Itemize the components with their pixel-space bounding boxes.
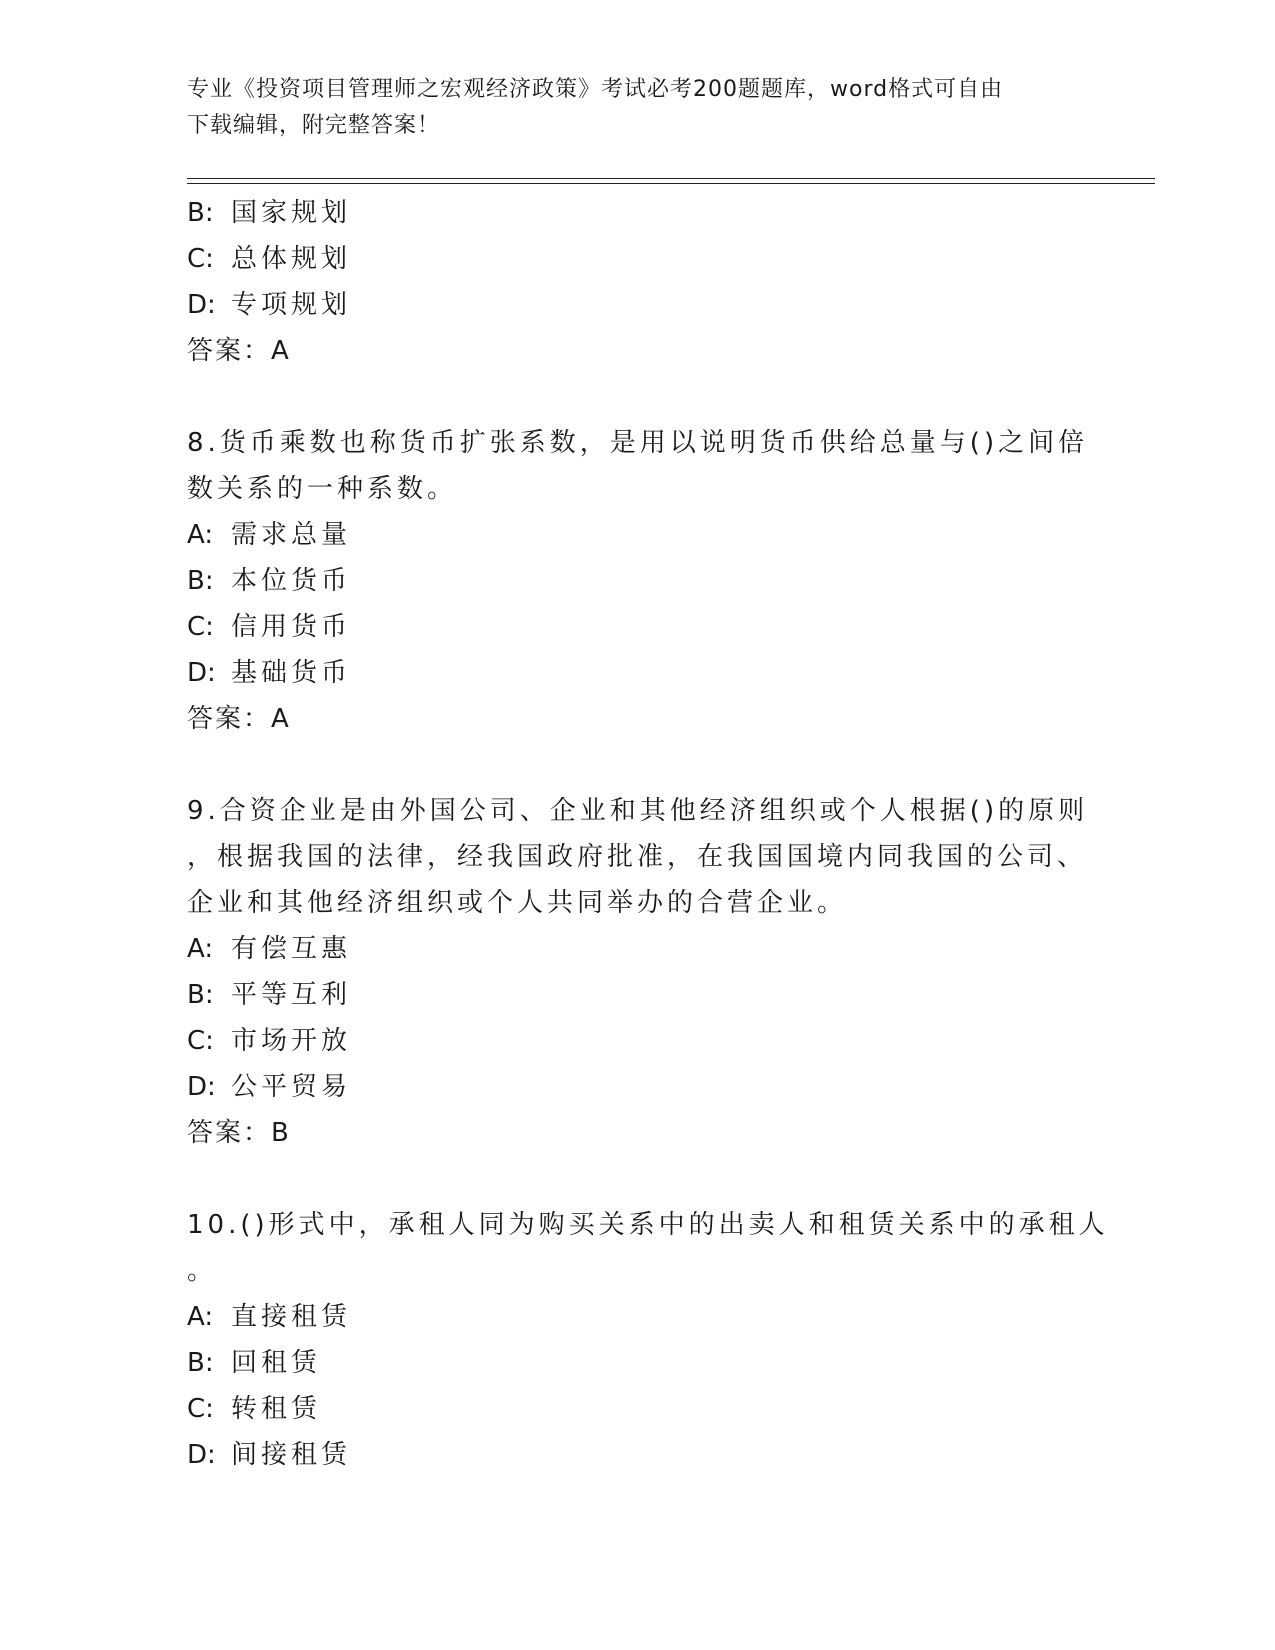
option-c <box>187 1018 1087 1064</box>
option-letter: D: <box>187 1072 216 1102</box>
option-d <box>187 1432 1087 1478</box>
option-letter: C: <box>187 1026 214 1056</box>
option-letter: D: <box>187 290 216 320</box>
question-text-line: 企业和其他经济组织或个人共同举办的合营企业。 <box>187 888 848 918</box>
option-d <box>187 650 1087 696</box>
option-a <box>187 1294 1087 1340</box>
answer-line: 答案：A <box>187 704 291 734</box>
header-line-1: 专业《投资项目管理师之宏观经济政策》考试必考200题题库，word格式可自由 <box>187 77 1004 102</box>
option-text: 公平贸易 <box>231 1072 352 1102</box>
option-text: 专项规划 <box>231 290 352 320</box>
option-a <box>187 926 1087 972</box>
option-letter: A: <box>187 934 214 964</box>
question-7-continued <box>187 190 1087 374</box>
spacer <box>187 374 1087 420</box>
option-letter: C: <box>187 244 214 274</box>
option-a <box>187 512 1087 558</box>
question-text-line: 10.()形式中，承租人同为购买关系中的出卖人和租赁关系中的承租人 <box>187 1210 1109 1240</box>
header-line-2: 下载编辑，附完整答案！ <box>187 113 441 138</box>
option-text: 间接租赁 <box>231 1440 352 1470</box>
option-letter: B: <box>187 980 214 1010</box>
option-c <box>187 604 1087 650</box>
option-letter: A: <box>187 520 214 550</box>
option-b <box>187 972 1087 1018</box>
option-letter: D: <box>187 1440 216 1470</box>
option-b <box>187 190 1087 236</box>
option-text: 需求总量 <box>231 520 352 550</box>
question-text-line: 8.货币乘数也称货币扩张系数，是用以说明货币供给总量与()之间倍 <box>187 428 1089 458</box>
option-text: 有偿互惠 <box>231 934 352 964</box>
option-text: 市场开放 <box>231 1026 352 1056</box>
header-divider-top <box>187 178 1155 179</box>
option-letter: C: <box>187 1394 214 1424</box>
option-text: 总体规划 <box>231 244 352 274</box>
option-d <box>187 1064 1087 1110</box>
option-text: 直接租赁 <box>231 1302 352 1332</box>
option-d <box>187 282 1087 328</box>
option-letter: C: <box>187 612 214 642</box>
option-text: 平等互利 <box>231 980 352 1010</box>
option-letter: B: <box>187 1348 214 1378</box>
option-text: 基础货币 <box>231 658 352 688</box>
option-text: 国家规划 <box>231 198 352 228</box>
question-text-line: 数关系的一种系数。 <box>187 474 458 504</box>
question-content <box>187 190 1109 1478</box>
option-c <box>187 1386 1087 1432</box>
question-10 <box>187 1202 1109 1478</box>
question-9 <box>187 788 1087 1156</box>
question-text-line: 9.合资企业是由外国公司、企业和其他经济组织或个人根据()的原则 <box>187 796 1089 826</box>
spacer <box>187 1156 1087 1202</box>
question-text-line: ，根据我国的法律，经我国政府批准，在我国国境内同我国的公司、 <box>187 842 1088 872</box>
question-text-line: 。 <box>187 1256 218 1286</box>
spacer <box>187 742 1087 788</box>
option-letter: A: <box>187 1302 214 1332</box>
option-b <box>187 1340 1087 1386</box>
document-header <box>187 72 1087 144</box>
option-c <box>187 236 1087 282</box>
answer-line: 答案：A <box>187 336 291 366</box>
option-text: 转租赁 <box>231 1394 322 1424</box>
option-letter: D: <box>187 658 216 688</box>
option-letter: B: <box>187 566 214 596</box>
option-text: 信用货币 <box>231 612 352 642</box>
option-text: 本位货币 <box>231 566 352 596</box>
header-divider-bottom <box>187 183 1155 184</box>
option-text: 回租赁 <box>231 1348 322 1378</box>
answer-line: 答案：B <box>187 1118 291 1148</box>
option-b <box>187 558 1087 604</box>
question-8 <box>187 420 1087 742</box>
option-letter: B: <box>187 198 214 228</box>
